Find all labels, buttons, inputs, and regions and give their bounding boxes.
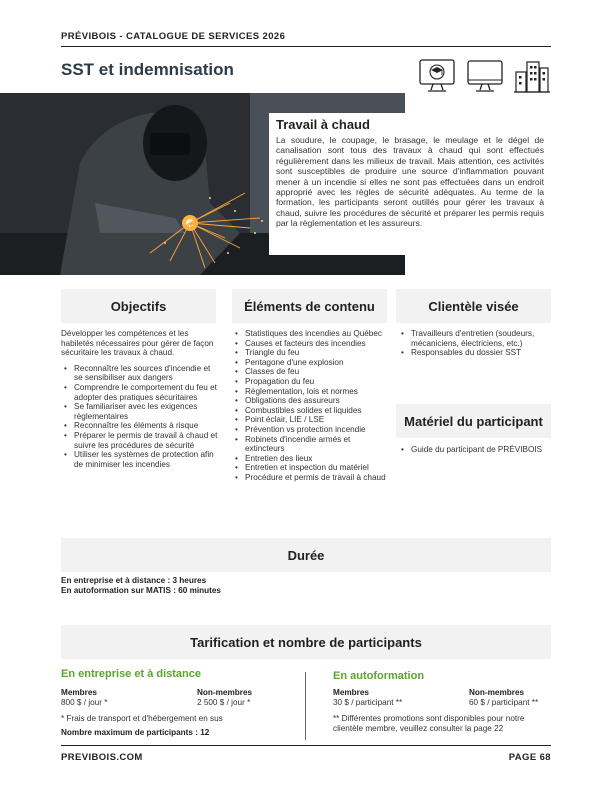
entreprise-members-price — [61, 688, 107, 707]
list-item: • Causes et facteurs des incendies — [232, 339, 390, 349]
materiel-column — [398, 445, 553, 455]
list-item: • Procédure et permis de travail à chaud — [232, 473, 390, 483]
autoformation-nonmembers-price — [469, 688, 538, 707]
list-item: • Entretien et inspection du matériel — [232, 463, 390, 473]
clientele-heading: Clientèle visée — [396, 289, 551, 323]
list-item: • Utiliser les systèmes de protection afin de minimiser les incendies — [61, 450, 221, 469]
materiel-heading: Matériel du participant — [396, 404, 551, 438]
elements-list — [232, 329, 390, 483]
objectifs-intro: Développer les compétences et les habiletés nécessaires pour gérer de façon sécuritaire les travaux à chaud. — [61, 329, 214, 358]
nonmembers-price: 2 500 $ / jour * — [197, 697, 251, 707]
entreprise-pricing-heading: En entreprise et à distance — [61, 668, 201, 680]
nonmembers-label: Non-membres — [197, 688, 253, 697]
list-item: • Entretien des lieux — [232, 454, 390, 464]
list-item: • Reconnaître les éléments à risque — [61, 421, 221, 431]
list-item: • Reconnaître les sources d'incendie et se sensibiliser aux dangers — [61, 364, 221, 383]
course-title: Travail à chaud — [276, 117, 370, 132]
autoformation-pricing-heading: En autoformation — [333, 670, 425, 682]
list-item: • Travailleurs d'entretien (soudeurs, mécaniciens, électriciens, etc.) — [398, 329, 553, 348]
list-item: • Statistiques des incendies au Québec — [232, 329, 390, 339]
duree-heading: Durée — [61, 538, 551, 572]
list-item: • Se familiariser avec les exigences règlementaires — [61, 402, 221, 421]
members-price: 30 $ / participant ** — [333, 697, 403, 707]
list-item: • Obligations des assureurs — [232, 396, 390, 406]
members-label: Membres — [333, 688, 369, 697]
online-training-icon — [417, 56, 457, 96]
members-label: Membres — [61, 688, 97, 697]
pricing-divider — [305, 672, 306, 740]
clientele-list — [398, 329, 553, 358]
duration-details — [61, 576, 221, 596]
category-icons — [417, 56, 551, 96]
list-item: • Règlementation, lois et normes — [232, 387, 390, 397]
list-item: • Triangle du feu — [232, 348, 390, 358]
list-item: • Pentagone d'une explosion — [232, 358, 390, 368]
objectifs-list — [61, 364, 221, 470]
promotion-note: ** Différentes promotions sont disponibles pour notre clientèle membre, veuillez consulter la page 22 — [333, 714, 525, 733]
course-description: La soudure, le coupage, le brasage, le meulage et le dégel de canalisation sont tous des travaux à chaud qui sont effectués régulièrement dans les milieux de travail. Mais attention, ces activités sont susceptibles de produire une source d'inflammation pouvant mener à un incendie si elles ne sont pas effectuées dans un endroit approprié avec les règles de sécurité adéquates. Au terme de la formation, les participants seront outillés pour gérer les travaux à chaud, suivre les procédures de sécurité et préparer les permis requis par la règlementation et les assureurs. — [276, 135, 544, 229]
footer-divider — [61, 745, 551, 746]
list-item: • Prévention vs protection incendie — [232, 425, 390, 435]
autoformation-members-price — [333, 688, 402, 707]
members-price: 800 $ / jour * — [61, 697, 108, 707]
nonmembers-label: Non-membres — [469, 688, 525, 697]
nonmembers-price: 60 $ / participant ** — [469, 697, 539, 707]
list-item: • Classes de feu — [232, 367, 390, 377]
list-item: • Point éclair, LIE / LSE — [232, 415, 390, 425]
tarification-heading: Tarification et nombre de participants — [61, 625, 551, 659]
list-item: • Guide du participant de PRÉVIBOIS — [398, 445, 553, 455]
entreprise-nonmembers-price — [197, 688, 252, 707]
page-number: PAGE 68 — [508, 752, 551, 763]
website-link[interactable]: PREVIBOIS.COM — [61, 752, 143, 763]
list-item: • Préparer le permis de travail à chaud et suivre les procédures de sécurité — [61, 431, 221, 450]
duration-autoformation: En autoformation sur MATIS : 60 minutes — [61, 585, 221, 595]
buildings-icon — [513, 56, 551, 96]
materiel-list — [398, 445, 553, 455]
max-participants: Nombre maximum de participants : 12 — [61, 728, 210, 737]
transport-note: * Frais de transport et d'hébergement en sus — [61, 714, 223, 723]
objectifs-heading: Objectifs — [61, 289, 216, 323]
header-divider — [61, 46, 551, 47]
catalogue-header: PRÉVIBOIS - CATALOGUE DE SERVICES 2026 — [61, 31, 286, 42]
section-title: SST et indemnisation — [61, 60, 234, 79]
list-item: • Comprendre le comportement du feu et adopter des pratiques sécuritaires — [61, 383, 221, 402]
elements-heading: Éléments de contenu — [232, 289, 387, 323]
objectifs-column — [61, 329, 221, 469]
list-item: • Robinets d'incendie armés et extincteurs — [232, 435, 390, 454]
hero-description-box — [269, 113, 551, 255]
list-item: • Combustibles solides et liquides — [232, 406, 390, 416]
computer-monitor-icon — [465, 56, 505, 96]
clientele-column — [398, 329, 553, 358]
elements-column — [232, 329, 390, 483]
duration-entreprise: En entreprise et à distance : 3 heures — [61, 576, 207, 585]
list-item: • Responsables du dossier SST — [398, 348, 553, 358]
list-item: • Propagation du feu — [232, 377, 390, 387]
